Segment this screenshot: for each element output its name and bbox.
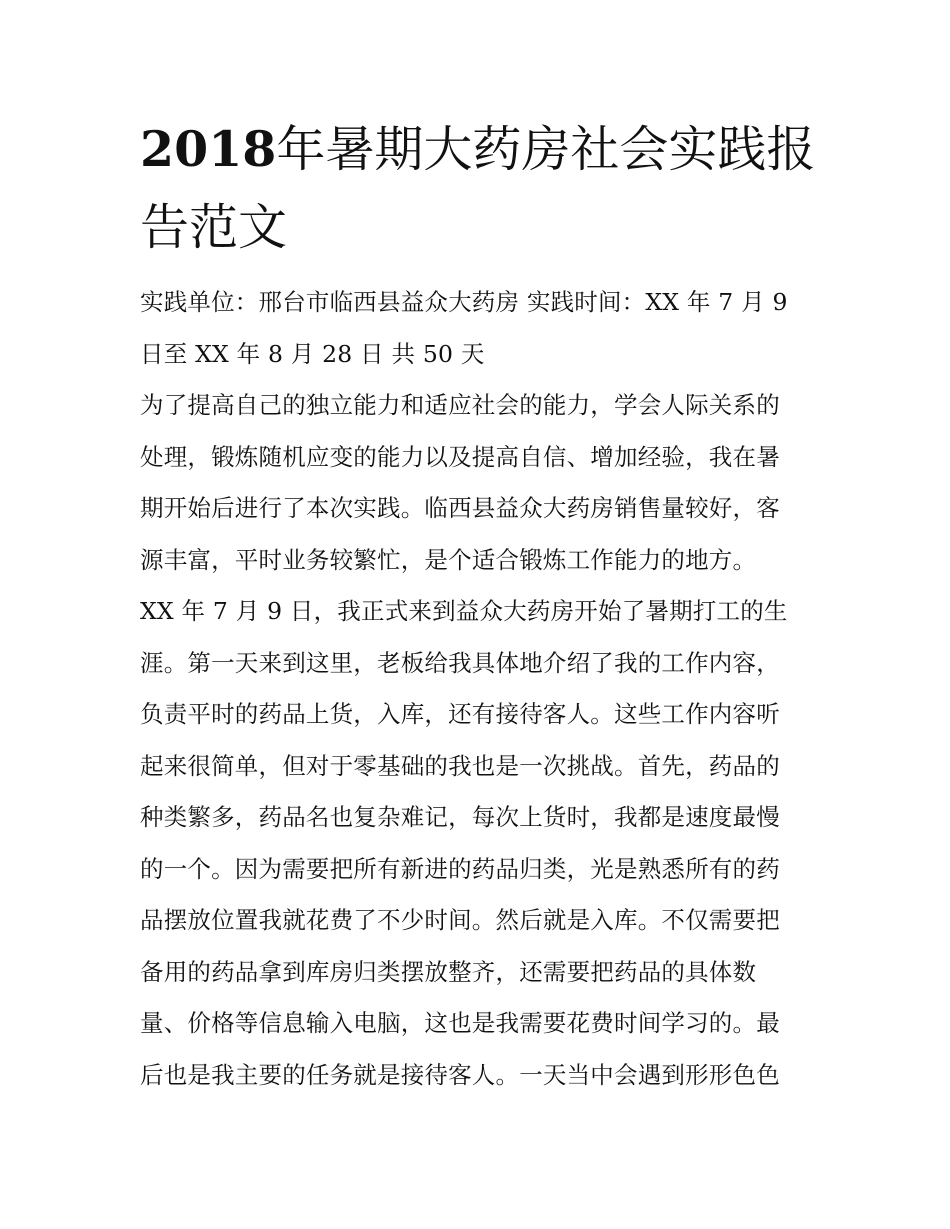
- body-line: 的一个。因为需要把所有新进的药品归类，光是熟悉所有的药: [140, 854, 780, 883]
- body-line: 备用的药品拿到库房归类摆放整齐，还需要把药品的具体数: [140, 957, 757, 986]
- body-line: 品摆放位置我就花费了不少时间。然后就是入库。不仅需要把: [140, 906, 780, 934]
- body-line: 实践单位：邢台市临西县益众大药房 实践时间：XX 年 7 月 9: [140, 288, 788, 316]
- document-body: [140, 277, 815, 1101]
- body-line: 量、价格等信息输入电脑，这也是我需要花费时间学习的。最: [140, 1009, 780, 1037]
- title-line-1-text: 年暑期大药房社会实践报: [276, 121, 816, 178]
- body-line: 涯。第一天来到这里，老板给我具体地介绍了我的工作内容，: [140, 648, 780, 677]
- body-line: 处理，锻炼随机应变的能力以及提高自信、增加经验，我在暑: [140, 442, 780, 471]
- title-year: 2018: [140, 120, 277, 178]
- body-line: 源丰富，平时业务较繁忙，是个适合锻炼工作能力的地方。: [140, 545, 757, 574]
- body-line: 负责平时的药品上货，入库，还有接待客人。这些工作内容听: [140, 700, 780, 728]
- body-line: 种类繁多，药品名也复杂难记，每次上货时，我都是速度最慢: [140, 803, 780, 831]
- document-page: [140, 110, 815, 1101]
- body-line: XX 年 7 月 9 日，我正式来到益众大药房开始了暑期打工的生: [140, 597, 788, 625]
- body-line: 起来很简单，但对于零基础的我也是一次挑战。首先，药品的: [140, 751, 780, 780]
- page-title: [140, 110, 815, 267]
- title-line-2: 告范文: [140, 199, 288, 256]
- body-line: 期开始后进行了本次实践。临西县益众大药房销售量较好，客: [140, 494, 780, 522]
- body-line: 为了提高自己的独立能力和适应社会的能力，学会人际关系的: [140, 391, 780, 419]
- body-line: 后也是我主要的任务就是接待客人。一天当中会遇到形形色色: [140, 1060, 780, 1089]
- body-line: 日至 XX 年 8 月 28 日 共 50 天: [140, 339, 485, 368]
- title-line-1: [140, 110, 815, 189]
